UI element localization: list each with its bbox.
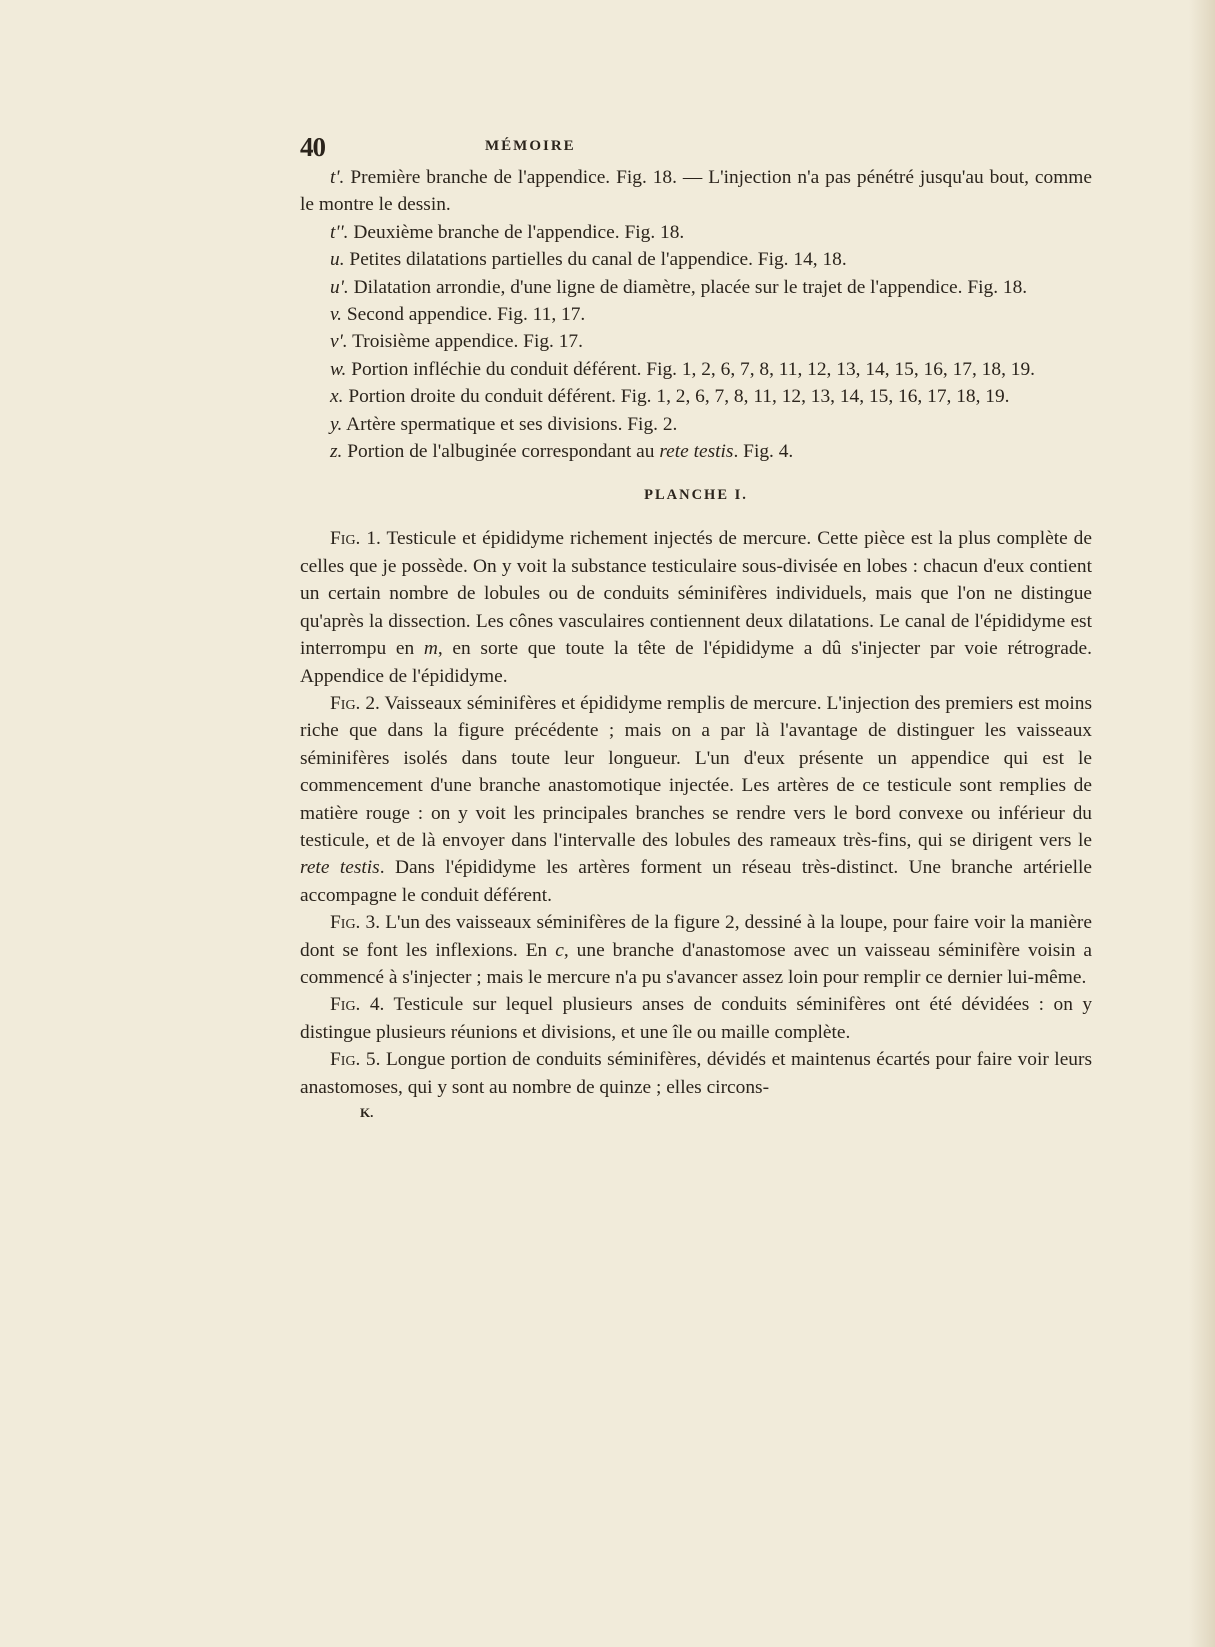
- legend-entry: t'. Première branche de l'appendice. Fig. 18. — L'injection n'a pas pénétré jusqu'au bout, comme le montre le dessin.: [300, 167, 1092, 216]
- legend-entry: y. Artère spermatique et ses divisions. Fig. 2.: [330, 413, 678, 435]
- figure-caption: Fig. 2. Vaisseaux séminifères et épididyme remplis de mercure. L'injection des premiers est moins riche que dans la figure précédente ; mais on a par là l'avantage de distinguer les vaisseaux séminifères isolés dans toute leur longueur. L'un d'eux présente un appendice qui est le commencement d'une branche anastomotique injectée. Les artères de ce testicule sont remplies de matière rouge : on y voit les principales branches se rendre vers le bord convexe ou inférieur du testicule, et de là envoyer dans l'intervalle des lobules des rameaux très-fins, qui se dirigent vers le rete testis. Dans l'épididyme les artères forment un réseau très-distinct. Une branche artérielle accompagne le conduit déférent.: [300, 692, 1092, 906]
- figure-caption: Fig. 4. Testicule sur lequel plusieurs anses de conduits séminifères ont été dévidées : on y distingue plusieurs réunions et divisions, et une île ou maille complète.: [300, 994, 1093, 1043]
- figure-caption: Fig. 1. Testicule et épididyme richement injectés de mercure. Cette pièce est la plus complète de celles que je possède. On y voit la substance testiculaire sous-divisée en lobes : chacun d'eux contient un certain nombre de lobules ou de conduits séminifères individuels, mais que l'on ne distingue qu'après la dissection. Les cônes vasculaires contiennent deux dilatations. Le canal de l'épididyme est interrompu en m, en sorte que toute la tête de l'épididyme a dû s'injecter par voie rétrograde. Appendice de l'épididyme.: [300, 528, 1092, 687]
- legend-entry: v'. Troisième appendice. Fig. 17.: [330, 331, 583, 353]
- figure-caption: Fig. 5. Longue portion de conduits séminifères, dévidés et maintenus écartés pour faire voir leurs anastomoses, qui y sont au nombre de quinze ; elles circons-: [300, 1049, 1092, 1098]
- legend-entry: t''. Deuxième branche de l'appendice. Fig. 18.: [330, 221, 685, 243]
- page-body: [300, 164, 1092, 1123]
- section-heading: PLANCHE I.: [644, 487, 748, 504]
- legend-entry: z. Portion de l'albuginée correspondant au rete testis. Fig. 4.: [330, 441, 794, 463]
- page-number: 40: [300, 132, 325, 162]
- legend-entry: x. Portion droite du conduit déférent. Fig. 1, 2, 6, 7, 8, 11, 12, 13, 14, 15, 16, 17, 18, 19.: [330, 386, 1010, 408]
- legend-entry: u'. Dilatation arrondie, d'une ligne de diamètre, placée sur le trajet de l'appendice. Fig. 18.: [330, 276, 1028, 298]
- running-title: MÉMOIRE: [485, 138, 576, 154]
- legend-entry: v. Second appendice. Fig. 11, 17.: [330, 304, 586, 326]
- legend-entry: w. Portion infléchie du conduit déférent. Fig. 1, 2, 6, 7, 8, 11, 12, 13, 14, 15, 16, 17, 18, 19.: [330, 358, 1036, 380]
- page-header: [300, 132, 840, 162]
- legend-entry: u. Petites dilatations partielles du canal de l'appendice. Fig. 14, 18.: [330, 249, 847, 271]
- figure-caption: Fig. 3. L'un des vaisseaux séminifères de la figure 2, dessiné à la loupe, pour faire voir la manière dont se font les inflexions. En c, une branche d'anastomose avec un vaisseau séminifère voisin a commencé à s'injecter ; mais le mercure n'a pu s'avancer assez loin pour remplir ce dernier lui-même.: [300, 912, 1092, 988]
- signature-mark: K.: [360, 1105, 374, 1120]
- page-edge-shadow: [1189, 0, 1215, 1647]
